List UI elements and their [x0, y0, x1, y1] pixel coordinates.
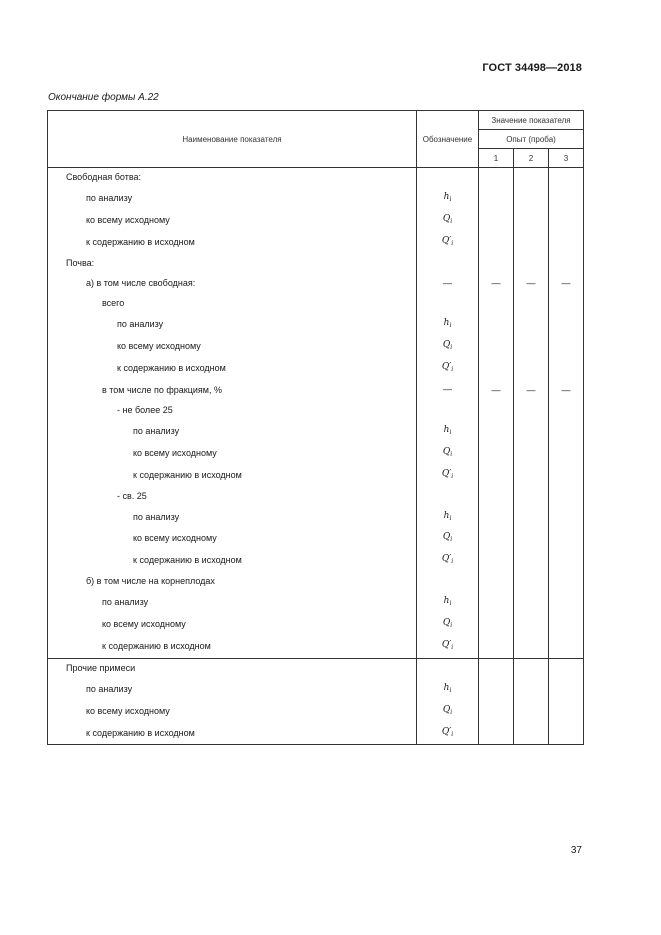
value-cell-trial-3	[549, 421, 584, 443]
indicator-symbol	[417, 336, 479, 358]
table-row	[48, 210, 584, 232]
indicator-symbol	[417, 487, 479, 507]
table-row	[48, 443, 584, 465]
value-cell-trial-3	[549, 465, 584, 487]
symbol-subscript: i	[451, 239, 454, 247]
indicator-name: по анализу	[48, 592, 417, 614]
value-cell-trial-2	[514, 314, 549, 336]
value-cell-trial-3	[549, 443, 584, 465]
trial-column-1: 1	[479, 149, 514, 168]
symbol-subscript: i	[449, 600, 452, 608]
value-cell-trial-3	[549, 723, 584, 745]
symbol-subscript: i	[451, 472, 454, 480]
symbol-letter: Q	[442, 704, 451, 715]
value-cell-trial-2	[514, 723, 549, 745]
value-cell-trial-1	[479, 358, 514, 380]
table-row	[48, 188, 584, 210]
value-cell-trial-2	[514, 210, 549, 232]
indicator-name: Свободная ботва:	[48, 168, 417, 188]
table-row	[48, 723, 584, 745]
value-cell-trial-3	[549, 401, 584, 421]
table-row	[48, 358, 584, 380]
value-cell-trial-3	[549, 658, 584, 678]
indicator-name: по анализу	[48, 188, 417, 210]
value-cell-trial-1	[479, 507, 514, 529]
symbol-letter: h	[443, 596, 450, 607]
value-cell-trial-2	[514, 614, 549, 636]
table-row	[48, 274, 584, 295]
indicator-symbol	[417, 592, 479, 614]
value-cell-trial-1: —	[479, 274, 514, 295]
indicator-symbol	[417, 443, 479, 465]
value-cell-trial-3	[549, 528, 584, 550]
value-cell-trial-1	[479, 572, 514, 592]
symbol-letter: h	[443, 682, 450, 693]
indicator-name: - не более 25	[48, 401, 417, 421]
value-cell-trial-1	[479, 550, 514, 572]
value-cell-trial-2	[514, 401, 549, 421]
value-cell-trial-3	[549, 636, 584, 658]
column-header-symbol: Обозначение	[417, 111, 479, 168]
indicator-name: по анализу	[48, 421, 417, 443]
indicator-name: к содержанию в исходном	[48, 723, 417, 745]
indicator-name: по анализу	[48, 314, 417, 336]
table-row	[48, 336, 584, 358]
value-cell-trial-3	[549, 701, 584, 723]
value-cell-trial-1	[479, 401, 514, 421]
value-cell-trial-2: —	[514, 274, 549, 295]
symbol-subscript: i	[451, 730, 454, 738]
value-cell-trial-1	[479, 679, 514, 701]
page-number: 37	[570, 845, 582, 856]
indicator-name: к содержанию в исходном	[48, 465, 417, 487]
symbol-letter: Q	[442, 340, 451, 351]
value-cell-trial-2	[514, 658, 549, 678]
table-row	[48, 314, 584, 336]
table-row	[48, 701, 584, 723]
value-cell-trial-3	[549, 358, 584, 380]
table-row	[48, 232, 584, 254]
value-cell-trial-1	[479, 487, 514, 507]
symbol-letter: Q′	[441, 362, 452, 373]
value-cell-trial-3: —	[549, 380, 584, 401]
table-row	[48, 550, 584, 572]
symbol-letter: Q′	[441, 639, 452, 650]
symbol-letter: Q′	[441, 468, 452, 479]
value-cell-trial-3	[549, 550, 584, 572]
symbol-letter: h	[443, 191, 450, 202]
symbol-subscript: i	[449, 322, 452, 330]
indicator-symbol	[417, 507, 479, 529]
symbol-subscript: i	[450, 450, 453, 458]
value-cell-trial-2	[514, 465, 549, 487]
indicator-name: б) в том числе на корнеплодах	[48, 572, 417, 592]
indicator-name: ко всему исходному	[48, 443, 417, 465]
symbol-subscript: i	[449, 428, 452, 436]
table-row	[48, 254, 584, 274]
table-row	[48, 658, 584, 678]
value-cell-trial-2	[514, 294, 549, 314]
trial-column-3: 3	[549, 149, 584, 168]
symbol-letter: —	[443, 277, 452, 288]
indicator-name: в том числе по фракциям, %	[48, 380, 417, 401]
symbol-letter: Q	[442, 213, 451, 224]
indicator-name: к содержанию в исходном	[48, 550, 417, 572]
symbol-subscript: i	[450, 708, 453, 716]
value-cell-trial-3	[549, 168, 584, 188]
value-cell-trial-2	[514, 572, 549, 592]
table-row	[48, 294, 584, 314]
value-cell-trial-3: —	[549, 274, 584, 295]
indicator-symbol	[417, 294, 479, 314]
indicator-symbol	[417, 188, 479, 210]
document-header: ГОСТ 34498—2018	[482, 62, 582, 74]
value-cell-trial-1	[479, 465, 514, 487]
value-cell-trial-1	[479, 294, 514, 314]
indicator-symbol	[417, 358, 479, 380]
value-cell-trial-1	[479, 232, 514, 254]
value-cell-trial-1	[479, 314, 514, 336]
symbol-letter: —	[443, 384, 452, 395]
value-cell-trial-1	[479, 614, 514, 636]
table-row	[48, 507, 584, 529]
table-row	[48, 614, 584, 636]
value-cell-trial-2	[514, 168, 549, 188]
symbol-letter: h	[443, 510, 450, 521]
value-cell-trial-2	[514, 507, 549, 529]
indicator-symbol	[417, 679, 479, 701]
value-cell-trial-1	[479, 210, 514, 232]
table-caption: Окончание формы А.22	[48, 92, 159, 103]
indicator-symbol	[417, 550, 479, 572]
value-cell-trial-1	[479, 188, 514, 210]
table-row	[48, 528, 584, 550]
indicator-symbol	[417, 528, 479, 550]
value-cell-trial-2	[514, 701, 549, 723]
indicator-symbol	[417, 274, 479, 295]
value-cell-trial-3	[549, 210, 584, 232]
value-cell-trial-1	[479, 254, 514, 274]
indicator-name: ко всему исходному	[48, 528, 417, 550]
value-cell-trial-3	[549, 188, 584, 210]
indicator-name: Прочие примеси	[48, 658, 417, 678]
symbol-letter: Q′	[441, 235, 452, 246]
symbol-letter: Q	[442, 532, 451, 543]
value-cell-trial-2	[514, 254, 549, 274]
indicator-symbol	[417, 232, 479, 254]
symbol-subscript: i	[450, 622, 453, 630]
indicator-symbol	[417, 701, 479, 723]
value-cell-trial-3	[549, 679, 584, 701]
value-cell-trial-1	[479, 658, 514, 678]
symbol-letter: Q′	[441, 726, 452, 737]
indicator-name: ко всему исходному	[48, 701, 417, 723]
value-cell-trial-2	[514, 421, 549, 443]
indicator-name: всего	[48, 294, 417, 314]
indicator-table	[47, 110, 584, 745]
column-header-value: Значение показателя	[479, 111, 584, 130]
indicator-name: а) в том числе свободная:	[48, 274, 417, 295]
indicator-name: - св. 25	[48, 487, 417, 507]
value-cell-trial-2	[514, 636, 549, 658]
symbol-subscript: i	[450, 217, 453, 225]
indicator-symbol	[417, 210, 479, 232]
indicator-symbol	[417, 572, 479, 592]
value-cell-trial-1	[479, 592, 514, 614]
trial-column-2: 2	[514, 149, 549, 168]
value-cell-trial-1	[479, 336, 514, 358]
value-cell-trial-2: —	[514, 380, 549, 401]
symbol-subscript: i	[450, 536, 453, 544]
value-cell-trial-3	[549, 254, 584, 274]
value-cell-trial-2	[514, 550, 549, 572]
value-cell-trial-3	[549, 592, 584, 614]
symbol-letter: Q	[442, 446, 451, 457]
symbol-subscript: i	[449, 514, 452, 522]
value-cell-trial-2	[514, 443, 549, 465]
value-cell-trial-3	[549, 232, 584, 254]
table-row	[48, 679, 584, 701]
indicator-symbol	[417, 658, 479, 678]
value-cell-trial-2	[514, 358, 549, 380]
indicator-symbol	[417, 254, 479, 274]
table-row	[48, 380, 584, 401]
symbol-letter: h	[443, 424, 450, 435]
table-row	[48, 592, 584, 614]
value-cell-trial-1	[479, 421, 514, 443]
table-row	[48, 465, 584, 487]
table-row	[48, 401, 584, 421]
indicator-name: по анализу	[48, 507, 417, 529]
value-cell-trial-2	[514, 679, 549, 701]
symbol-letter: h	[443, 318, 450, 329]
indicator-name: ко всему исходному	[48, 614, 417, 636]
symbol-subscript: i	[451, 558, 454, 566]
value-cell-trial-2	[514, 528, 549, 550]
indicator-name: к содержанию в исходном	[48, 358, 417, 380]
value-cell-trial-1	[479, 168, 514, 188]
table-row	[48, 168, 584, 188]
value-cell-trial-2	[514, 232, 549, 254]
indicator-symbol	[417, 421, 479, 443]
value-cell-trial-3	[549, 294, 584, 314]
symbol-subscript: i	[451, 643, 454, 651]
table-row	[48, 487, 584, 507]
value-cell-trial-1	[479, 443, 514, 465]
table-row	[48, 421, 584, 443]
value-cell-trial-2	[514, 592, 549, 614]
indicator-name: Почва:	[48, 254, 417, 274]
value-cell-trial-2	[514, 188, 549, 210]
indicator-name: к содержанию в исходном	[48, 636, 417, 658]
indicator-symbol	[417, 614, 479, 636]
table-body	[48, 168, 584, 745]
symbol-subscript: i	[449, 686, 452, 694]
value-cell-trial-3	[549, 314, 584, 336]
indicator-symbol	[417, 168, 479, 188]
value-cell-trial-2	[514, 336, 549, 358]
indicator-name: ко всему исходному	[48, 336, 417, 358]
indicator-symbol	[417, 314, 479, 336]
value-cell-trial-1	[479, 528, 514, 550]
indicator-name: к содержанию в исходном	[48, 232, 417, 254]
indicator-name: ко всему исходному	[48, 210, 417, 232]
indicator-symbol	[417, 636, 479, 658]
value-cell-trial-1	[479, 636, 514, 658]
value-cell-trial-3	[549, 614, 584, 636]
indicator-name: по анализу	[48, 679, 417, 701]
table-row	[48, 636, 584, 658]
value-cell-trial-1: —	[479, 380, 514, 401]
symbol-subscript: i	[449, 195, 452, 203]
symbol-subscript: i	[451, 366, 454, 374]
column-header-name: Наименование показателя	[48, 111, 417, 168]
value-cell-trial-3	[549, 336, 584, 358]
indicator-symbol	[417, 723, 479, 745]
symbol-letter: Q	[442, 618, 451, 629]
table-row	[48, 572, 584, 592]
value-cell-trial-1	[479, 701, 514, 723]
indicator-symbol	[417, 380, 479, 401]
value-cell-trial-3	[549, 487, 584, 507]
value-cell-trial-3	[549, 507, 584, 529]
symbol-letter: Q′	[441, 554, 452, 565]
column-header-trial: Опыт (проба)	[479, 130, 584, 149]
indicator-symbol	[417, 465, 479, 487]
value-cell-trial-1	[479, 723, 514, 745]
symbol-subscript: i	[450, 344, 453, 352]
value-cell-trial-3	[549, 572, 584, 592]
indicator-symbol	[417, 401, 479, 421]
value-cell-trial-2	[514, 487, 549, 507]
